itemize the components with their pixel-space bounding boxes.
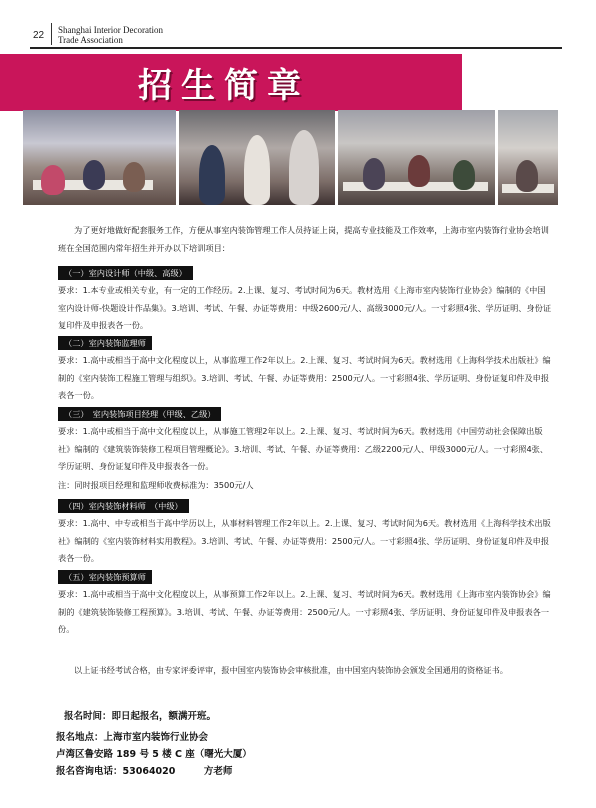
registration-phone: 报名咨询电话：53064020 方老师 [56, 766, 233, 777]
page-header [0, 0, 596, 50]
photo-strip [23, 110, 558, 205]
section-body-designer: 要求：1.本专业或相关专业，有一定的工作经历。2.上课、复习、考试时间为6天。教材选用《上海市室内装饰行业协会》编制的《中国室内设计师-快题设计作品集》。3.培训、考试、午餐、办证等费用：中级2600元/人、高级3000元/人。一寸彩照4张、学历证明、身份证复印件及申报表各一份。 [58, 285, 552, 330]
section-heading-designer: （一）室内设计师（中级、高级） [58, 266, 193, 280]
section-body-supervisor: 要求：1.高中或相当于高中文化程度以上，从事监理工作2年以上。2.上课、复习、考试时间为6天。教材选用《上海科学技术出版社》编制的《室内装饰工程施工管理与组织》。3.培训、考试、午餐、办证等费用：2500元/人。一寸彩照4张、学历证明、身份证复印件及申报表各一份。 [58, 355, 551, 400]
header-rule [30, 47, 562, 49]
section-heading-project-manager: （三） 室内装饰项目经理（甲级、乙级） [58, 407, 221, 421]
classroom-photo-2 [179, 110, 335, 205]
org-line-1: Shanghai Interior Decoration [58, 25, 163, 35]
closing-paragraph: 以上证书经考试合格，由专家评委评审，报中国室内装饰协会审核批准，由中国室内装饰协会颁发全国通用的资格证书。 [74, 665, 508, 675]
section-body-budget: 要求：1.高中或相当于高中文化程度以上，从事预算工作2年以上。2.上课、复习、考试时间为6天。教材选用《上海市室内装饰协会》编制的《建筑装饰装修工程预算》。3.培训、考试、午餐、办证等费用：2500元/人。一寸彩照4张、学历证明、身份证复印件及申报表各一份。 [58, 589, 551, 634]
section-body-materials: 要求：1.高中、中专或相当于高中学历以上，从事材料管理工作2年以上。2.上课、复习、考试时间为6天。教材选用《上海科学技术出版社》编制的《室内装饰材料实用教程》。3.培训、考试、午餐、办证等费用：2500元/人。一寸彩照4张、学历证明、身份证复印件及申报表各一份。 [58, 518, 551, 563]
section-heading-materials: （四）室内装饰材料师 （中级） [58, 499, 189, 513]
registration-time: 报名时间：即日起报名，额满开班。 [64, 711, 217, 722]
page-title: 招生简章 [138, 66, 310, 106]
registration-place: 报名地点：上海市室内装饰行业协会 [56, 732, 209, 743]
classroom-photo-1 [23, 110, 176, 205]
registration-address: 卢湾区鲁安路 189 号 5 楼 C 座（曙光大厦） [56, 749, 252, 760]
header-divider [51, 23, 52, 45]
organization-name-en [58, 25, 163, 45]
section-body-project-manager: 要求：1.高中或相当于高中文化程度以上，从事施工管理2年以上。2.上课、复习、考试时间为6天。教材选用《中国劳动社会保障出版社》编制的《建筑装饰装修工程项目管理概论》。3.培训、考试、午餐、办证等费用：乙级2200元/人、甲级3000元/人。一寸彩照4张、学历证明、身份证复印件及申报表各一份。 [58, 426, 549, 471]
classroom-photo-4 [498, 110, 558, 205]
section-heading-budget: （五）室内装饰预算师 [58, 570, 152, 584]
org-line-2: Trade Association [58, 35, 123, 45]
section-heading-supervisor: （二）室内装饰监理师 [58, 336, 152, 350]
intro-paragraph: 为了更好地做好配套服务工作，方便从事室内装饰管理工作人员持证上岗，提高专业技能及工作效率，上海市室内装饰行业协会培训班在全国范围内常年招生并开办以下培训项目： [58, 225, 549, 253]
page-number: 22 [33, 30, 45, 41]
classroom-photo-3 [338, 110, 495, 205]
fee-note: 注：同时报项目经理和监理师收费标准为：3500元/人 [58, 480, 254, 490]
title-band-tab [436, 54, 462, 111]
